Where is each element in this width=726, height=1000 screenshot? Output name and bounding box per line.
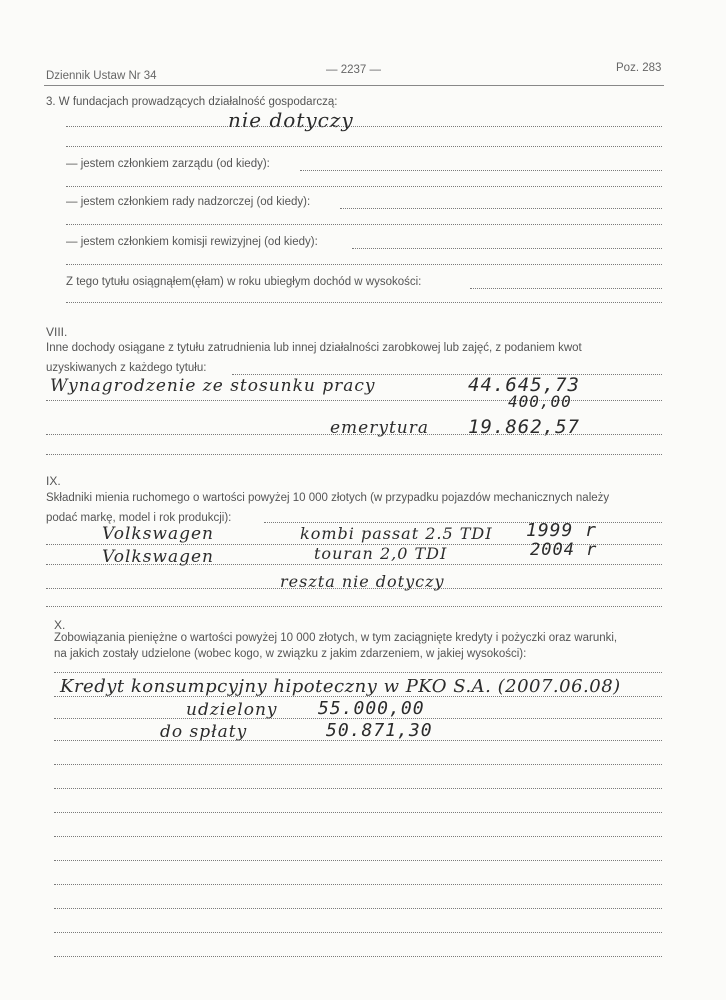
vehicle-year: 2004 r xyxy=(530,540,598,560)
section10-text-line1: Zobowiązania pieniężne o wartości powyżej 10 000 złotych, w tym zaciągnięte kredyty i pożyczki oraz warunki, xyxy=(54,632,618,644)
credit-remaining-amount: 50.871,30 xyxy=(326,720,433,741)
section8-text-line2: uzyskiwanych z każdego tytułu: xyxy=(46,362,207,374)
dotted-line xyxy=(54,812,662,813)
dotted-line xyxy=(300,170,662,171)
income-entry-label: emerytura xyxy=(330,418,430,438)
dotted-line xyxy=(232,374,662,375)
dotted-line xyxy=(66,224,662,225)
dotted-line xyxy=(54,860,662,861)
dotted-line xyxy=(66,146,662,147)
vehicle-make: Volkswagen xyxy=(102,524,214,544)
dotted-line xyxy=(54,932,662,933)
dotted-line xyxy=(54,908,662,909)
dotted-line xyxy=(54,788,662,789)
dotted-line xyxy=(46,434,662,435)
section10-title: X. xyxy=(54,618,66,632)
income-entry-label: Wynagrodzenie ze stosunku pracy xyxy=(50,376,376,396)
credit-description: Kredyt konsumpcyjny hipoteczny w PKO S.A. (2007.06.08) xyxy=(60,676,621,697)
credit-remaining-label: do spłaty xyxy=(160,722,248,742)
vehicle-make: Volkswagen xyxy=(102,547,214,567)
section8-title: VIII. xyxy=(46,325,68,339)
section3-income-label: Z tego tytułu osiągnąłem(ęłam) w roku ubiegłym dochód w wysokości: xyxy=(66,276,422,288)
supervisory-member-label: — jestem członkiem rady nadzorczej (od kiedy): xyxy=(66,196,311,208)
dotted-line xyxy=(66,302,662,303)
dotted-line xyxy=(46,564,662,565)
dotted-line xyxy=(54,718,662,719)
section9-title: IX. xyxy=(46,474,61,488)
dotted-line xyxy=(54,672,662,673)
dotted-line xyxy=(352,248,662,249)
dotted-line xyxy=(54,740,662,741)
dotted-line xyxy=(54,764,662,765)
position-number: Poz. 283 xyxy=(616,62,662,74)
audit-member-label: — jestem członkiem komisji rewizyjnej (od kiedy): xyxy=(66,236,318,248)
dotted-line xyxy=(66,126,662,127)
journal-title: Dziennik Ustaw Nr 34 xyxy=(46,70,157,82)
vehicle-other: reszta nie dotyczy xyxy=(280,572,445,591)
dotted-line xyxy=(54,956,662,957)
dotted-line xyxy=(46,606,662,607)
section3-handwritten-answer: nie dotyczy xyxy=(228,108,354,132)
section8-text-line1: Inne dochody osiągane z tytułu zatrudnienia lub innej działalności zarobkowej lub zajęć, z podaniem kwot xyxy=(46,342,582,354)
vehicle-model: touran 2,0 TDI xyxy=(314,544,448,563)
dotted-line xyxy=(340,208,662,209)
vehicle-year: 1999 r xyxy=(526,520,598,541)
dotted-line xyxy=(54,696,662,697)
income-entry-amount: 44.645,73 xyxy=(468,374,580,396)
board-member-label: — jestem członkiem zarządu (od kiedy): xyxy=(66,158,270,170)
dotted-line xyxy=(264,522,662,523)
section9-text-line1: Składniki mienia ruchomego o wartości powyżej 10 000 złotych (w przypadku pojazdów mechanicznych należy xyxy=(46,492,610,504)
dotted-line xyxy=(470,288,662,289)
dotted-line xyxy=(46,454,662,455)
vehicle-model: kombi passat 2.5 TDI xyxy=(300,524,493,543)
credit-granted-amount: 55.000,00 xyxy=(318,698,425,719)
header-rule xyxy=(44,85,664,86)
section3-intro: 3. W fundacjach prowadzących działalność gospodarczą: xyxy=(46,96,338,108)
dotted-line xyxy=(66,264,662,265)
section9-text-line2: podać markę, model i rok produkcji): xyxy=(46,512,232,524)
income-entry-amount: 400,00 xyxy=(508,392,572,411)
page-number: — 2237 — xyxy=(326,64,381,76)
dotted-line xyxy=(54,836,662,837)
income-entry-amount: 19.862,57 xyxy=(468,416,580,438)
section10-text-line2: na jakich zostały udzielone (wobec kogo, w związku z jakim zdarzeniem, w jakiej wysokości): xyxy=(54,648,527,660)
credit-granted-label: udzielony xyxy=(186,700,278,720)
dotted-line xyxy=(46,588,662,589)
dotted-line xyxy=(66,186,662,187)
dotted-line xyxy=(54,884,662,885)
